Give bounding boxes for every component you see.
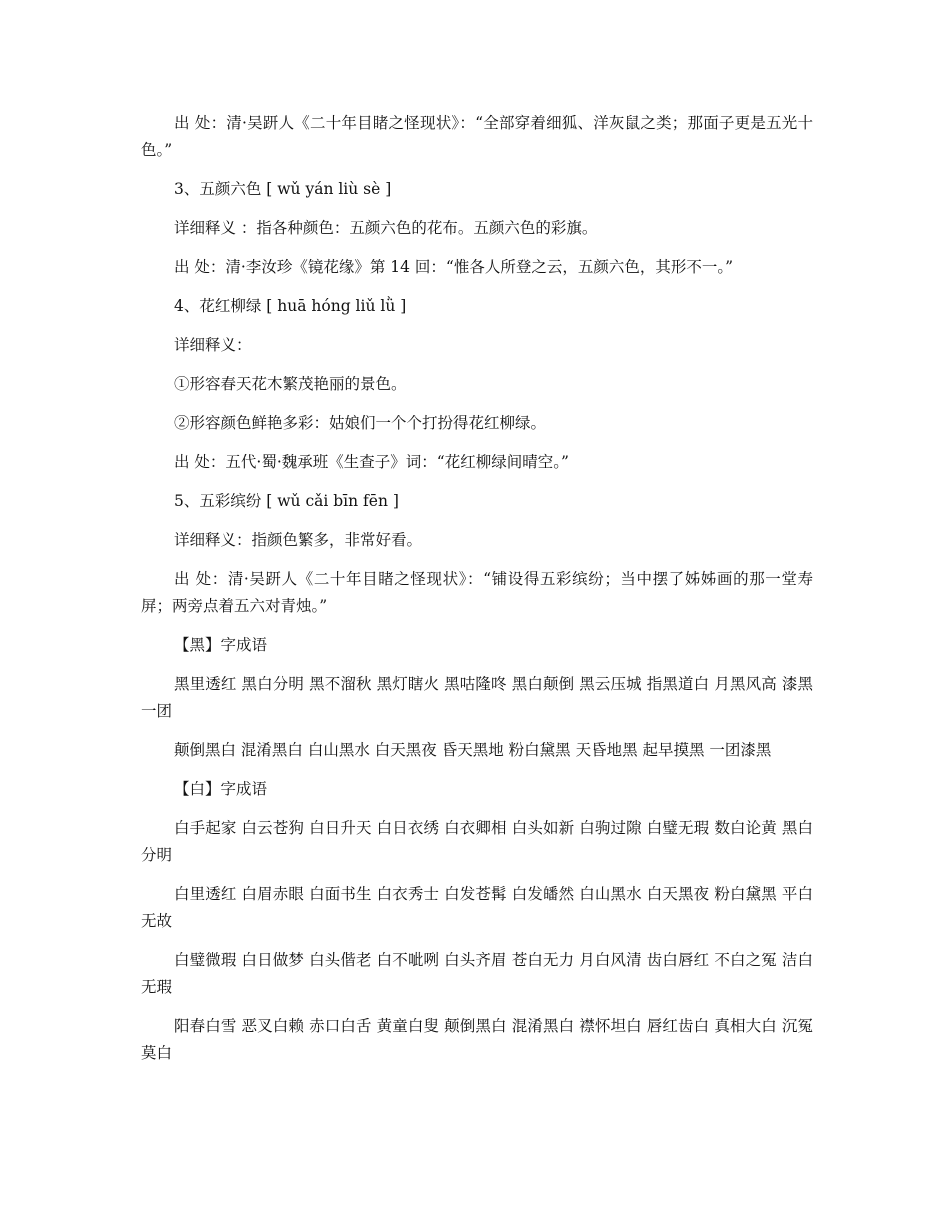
white-idioms-line-3: 白璧微瑕 白日做梦 白头偕老 白不呲咧 白头齐眉 苍白无力 月白风清 齿白唇红 不白之冤 洁白无瑕	[141, 951, 813, 996]
idiom-heading-3: 3、五颜六色 [ wǔ yán liù sè ]	[174, 180, 392, 198]
source-quote-3: 出 处：清·李汝珍《镜花缘》第 14 回：“惟各人所登之云，五颜六色，其形不一。”	[174, 258, 734, 276]
white-idioms-line-2: 白里透红 白眉赤眼 白面书生 白衣秀士 白发苍髯 白发皤然 白山黑水 白天黑夜 粉白黛黑 平白无故	[141, 885, 813, 930]
idiom-heading-5: 5、五彩缤纷 [ wǔ cǎi bīn fēn ]	[174, 492, 399, 510]
source-quote-5: 出 处：清·吴趼人《二十年目睹之怪现状》：“铺设得五彩缤纷；当中摆了姊姊画的那一堂寿屏；两旁点着五六对青烛。”	[141, 570, 813, 615]
definition-4-item-1: ①形容春天花木繁茂艳丽的景色。	[174, 375, 407, 393]
definition-label-4: 详细释义：	[174, 336, 252, 354]
black-idioms-line-2: 颠倒黑白 混淆黑白 白山黑水 白天黑夜 昏天黑地 粉白黛黑 天昏地黑 起早摸黑 一团漆黑	[174, 741, 772, 759]
definition-3: 详细释义 ：指各种颜色：五颜六色的花布。五颜六色的彩旗。	[174, 219, 598, 237]
section-heading-black: 【黑】字成语	[174, 636, 268, 654]
source-quote-1: 出 处：清·吴趼人《二十年目睹之怪现状》：“全部穿着细狐、洋灰鼠之类；那面子更是五光十色。”	[141, 114, 813, 159]
white-idioms-line-1: 白手起家 白云苍狗 白日升天 白日衣绣 白衣卿相 白头如新 白驹过隙 白璧无瑕 数白论黄 黑白分明	[141, 819, 813, 864]
idiom-heading-4: 4、花红柳绿 [ huā hóng liǔ lǜ ]	[174, 297, 407, 315]
black-idioms-line-1: 黑里透红 黑白分明 黑不溜秋 黑灯瞎火 黑咕隆咚 黑白颠倒 黑云压城 指黑道白 月黑风高 漆黑一团	[141, 675, 813, 720]
source-quote-4: 出 处：五代·蜀·魏承班《生查子》词：“花红柳绿间晴空。”	[174, 453, 569, 471]
white-idioms-line-4: 阳春白雪 恶叉白赖 赤口白舌 黄童白叟 颠倒黑白 混淆黑白 襟怀坦白 唇红齿白 真相大白 沉冤莫白	[141, 1017, 813, 1062]
document-page	[141, 110, 813, 1079]
definition-4-item-2: ②形容颜色鲜艳多彩：姑娘们一个个打扮得花红柳绿。	[174, 414, 547, 432]
definition-5: 详细释义：指颜色繁多，非常好看。	[174, 531, 423, 549]
section-heading-white: 【白】字成语	[174, 780, 268, 798]
